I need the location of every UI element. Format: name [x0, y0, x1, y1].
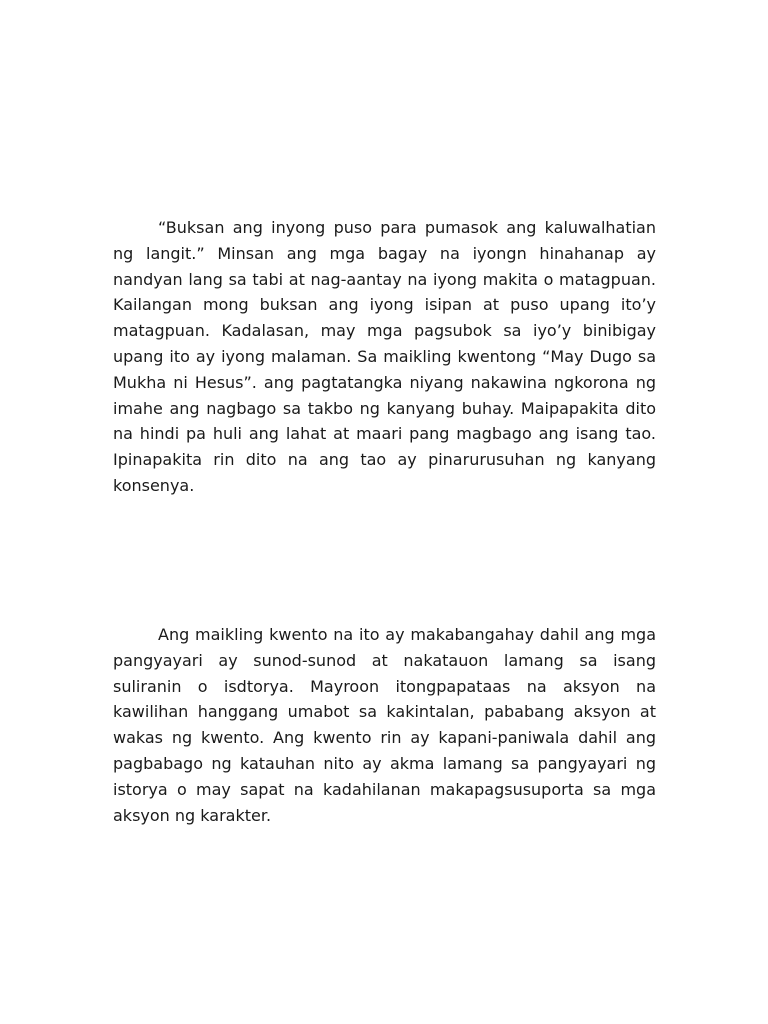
paragraph-2: Ang maikling kwento na ito ay makabangahay dahil ang mga pangyayari ay sunod-sunod at nakatauon lamang sa isang suliranin o isdtorya. Mayroon itongpapataas na aksyon na kawilihan hanggang umabot sa kakintalan, pababang aksyon at wakas ng kwento. Ang kwento rin ay kapani-paniwala dahil ang pagbabago ng katauhan nito ay akma lamang sa pangyayari ng istorya o may sapat na kadahilanan makapagsusuporta sa mga aksyon ng karakter.: [113, 625, 656, 825]
paragraph-1: “Buksan ang inyong puso para pumasok ang kaluwalhatian ng langit.” Minsan ang mga bagay na iyongn hinahanap ay nandyan lang sa tabi at nag-aantay na iyong makita o matagpuan. Kailangan mong buksan ang iyong isipan at puso upang ito’y matagpuan. Kadalasan, may mga pagsubok sa iyo’y binibigay upang ito ay iyong malaman. Sa maikling kwentong “May Dugo sa Mukha ni Hesus”. ang pagtatangka niyang nakawina ngkorona ng imahe ang nagbago sa takbo ng kanyang buhay. Maipapakita dito na hindi pa huli ang lahat at maari pang magbago ang isang tao. Ipinapakita rin dito na ang tao ay pinarurusuhan ng kanyang konsenya.: [113, 218, 656, 495]
